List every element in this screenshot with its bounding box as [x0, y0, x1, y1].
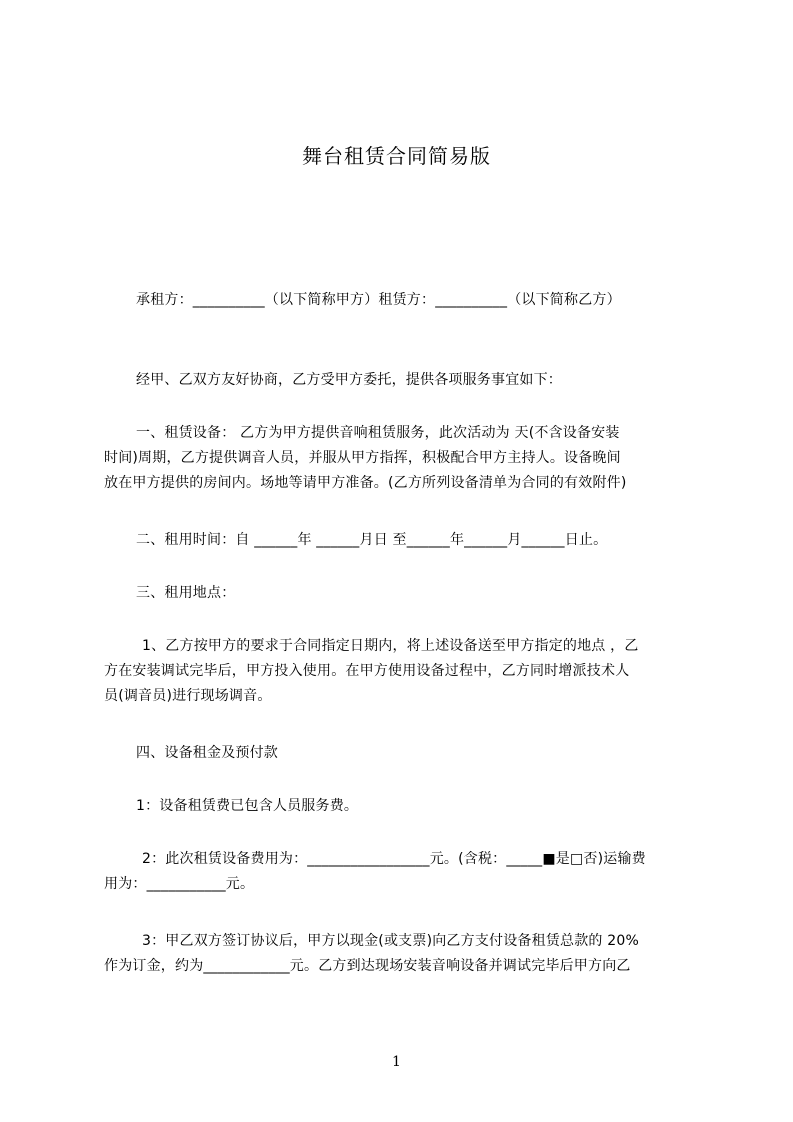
- section-3-heading-text: 三、租用地点：: [136, 585, 236, 601]
- section-3-item-1: [104, 634, 704, 709]
- intro-line: 经甲、乙双方友好协商，乙方受甲方委托，提供各项服务事宜如下：: [136, 372, 562, 388]
- parties-paragraph: [104, 288, 704, 313]
- intro-paragraph: [104, 368, 704, 393]
- section-4-item-3-line-2: 作为订金，约为____________元。乙方到达现场安装音响设备并调试完毕后甲方向乙: [104, 958, 631, 974]
- page-number: 1: [392, 1054, 401, 1070]
- document-title: 舞台租赁合同简易版: [302, 144, 491, 168]
- section-3-item-1-line-3: 员(调音员)进行现场调音。: [104, 688, 272, 704]
- parties-line: 承租方：__________（以下简称甲方）租赁方：__________（以下简称乙方）: [136, 292, 621, 308]
- section-3-heading: [104, 581, 704, 606]
- section-1-paragraph: [104, 421, 704, 496]
- section-4-item-3: [104, 929, 704, 979]
- section-2-line: 二、租用时间：自 ______年 ______月日 至______年______月______日止。: [136, 532, 608, 548]
- section-4-item-2: [104, 847, 704, 897]
- section-4-item-2-line-2: 用为：___________元。: [104, 876, 255, 892]
- section-1-line-3: 放在甲方提供的房间内。场地等请甲方准备。(乙方所列设备清单为合同的有效附件): [104, 475, 627, 491]
- section-4-item-2-line-1: 2：此次租赁设备费用为：_________________元。(含税：_____■是□否)运输费: [142, 851, 646, 867]
- section-4-item-3-line-1: 3：甲乙双方签订协议后，甲方以现金(或支票)向乙方支付设备租赁总款的 20%: [142, 933, 639, 949]
- section-3-item-1-line-1: 1、乙方按甲方的要求于合同指定日期内，将上述设备送至甲方指定的地点 ，乙: [142, 638, 639, 654]
- section-3-item-1-line-2: 方在安装调试完毕后，甲方投入使用。在甲方使用设备过程中，乙方同时增派技术人: [104, 663, 630, 679]
- section-4-heading-text: 四、设备租金及预付款: [136, 745, 278, 761]
- section-1-line-1: 一、租赁设备： 乙方为甲方提供音响租赁服务，此次活动为 天(不含设备安装: [136, 425, 620, 441]
- section-4-heading: [104, 741, 704, 766]
- section-4-item-1: [104, 794, 704, 819]
- section-1-line-2: 时间)周期，乙方提供调音人员，并服从甲方指挥，积极配合甲方主持人。设备晚间: [104, 450, 621, 466]
- section-4-item-1-line: 1：设备租赁费已包含人员服务费。: [136, 798, 359, 814]
- section-2-paragraph: [104, 528, 704, 553]
